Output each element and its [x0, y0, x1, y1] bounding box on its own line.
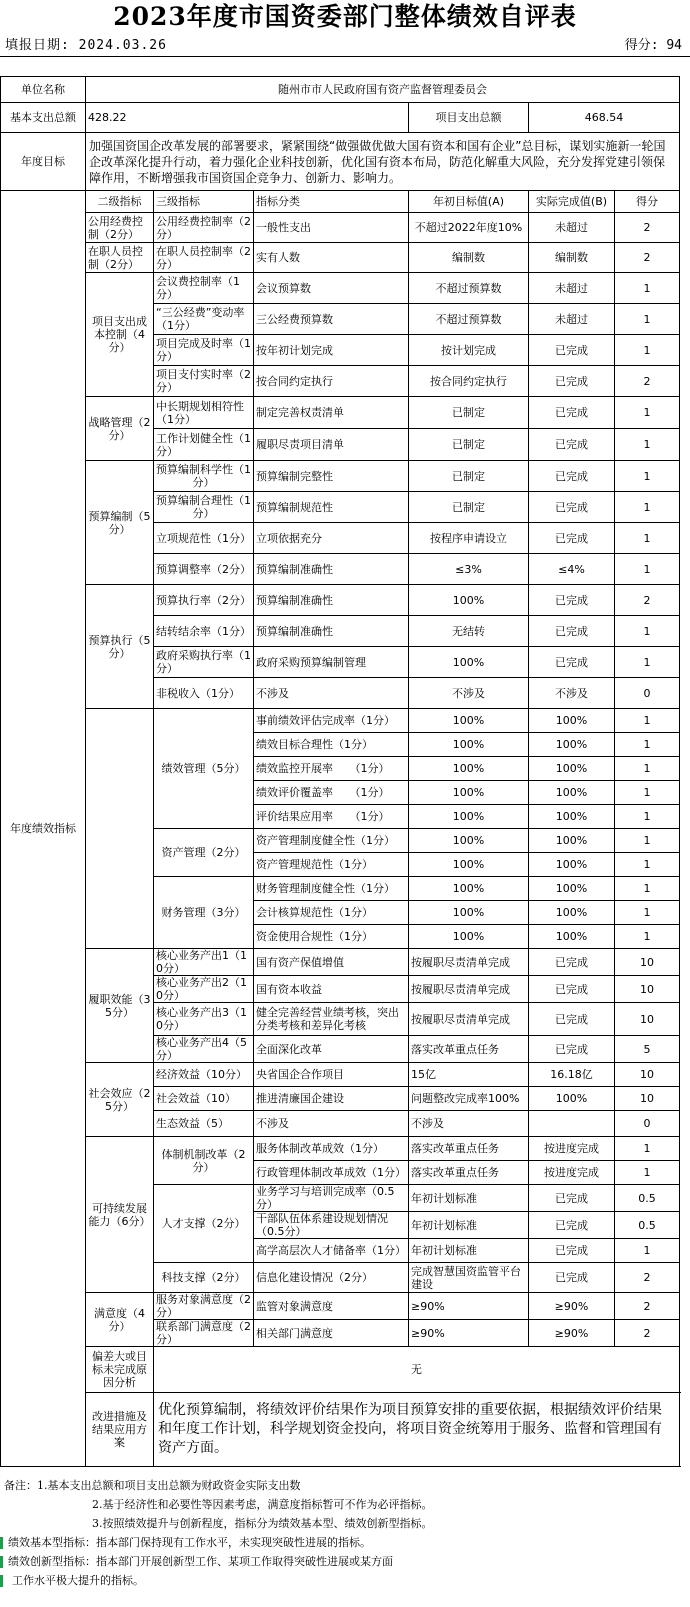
actual-cell: 100%: [529, 925, 615, 949]
unit-label: 单位名称: [1, 77, 86, 103]
l3-cell: 预算调整率（2分）: [154, 554, 254, 585]
actual-cell: 100%: [529, 901, 615, 925]
target-cell: 100%: [409, 853, 529, 877]
accent-edge-mark: [0, 1537, 3, 1549]
group-l3: 体制机制改革（2分）: [154, 1137, 254, 1185]
actual-cell: 已完成: [529, 335, 615, 366]
cat-cell: 相关部门满意度: [254, 1320, 409, 1347]
fill-date: 填报日期: 2024.03.26: [5, 38, 167, 53]
score-cell: 0: [615, 1111, 680, 1137]
note-line: 绩效基本型指标：指本部门保持现有工作水平，未实现突破性进展的指标。: [8, 1536, 371, 1549]
target-cell: 15亿: [409, 1063, 529, 1087]
score-cell: 1: [615, 757, 680, 781]
actual-cell: ≥90%: [529, 1293, 615, 1320]
header-l2: 二级指标: [86, 191, 154, 213]
group-l3: 资产管理（2分）: [154, 829, 254, 877]
group-l2: 战略管理（2分）: [86, 397, 154, 461]
actual-cell: 100%: [529, 829, 615, 853]
cat-cell: 国有资本收益: [254, 976, 409, 1003]
target-cell: 落实改革重点任务: [409, 1036, 529, 1063]
performance-table: [0, 76, 680, 1467]
l3-cell: 预算执行率（2分）: [154, 585, 254, 616]
header-score: 得分: [615, 191, 680, 213]
cat-cell: 监管对象满意度: [254, 1293, 409, 1320]
actual-cell: 未超过: [529, 213, 615, 243]
group-l2: 预算编制（5分）: [86, 461, 154, 585]
actual-cell: 已完成: [529, 585, 615, 616]
actual-cell: 已完成: [529, 949, 615, 976]
cat-cell: 行政管理体制改革成效（1分）: [254, 1161, 409, 1185]
actual-cell: 已完成: [529, 1263, 615, 1293]
note-line: 绩效创新型指标：指本部门开展创新型工作、某项工作取得突破性进展或某方面: [8, 1555, 393, 1568]
actual-cell: 已完成: [529, 1239, 615, 1263]
actual-cell: 已完成: [529, 1212, 615, 1239]
target-cell: 100%: [409, 781, 529, 805]
actual-cell: 未超过: [529, 273, 615, 304]
score-cell: 2: [615, 366, 680, 397]
score-cell: 1: [615, 554, 680, 585]
project-label: 项目支出总额: [409, 103, 529, 133]
deviation-text: 无: [154, 1347, 680, 1393]
l3-cell: 结转结余率（1分）: [154, 616, 254, 647]
indicator-label: 年度绩效指标: [1, 191, 86, 1467]
score-cell: 10: [615, 1087, 680, 1111]
actual-cell: 已完成: [529, 492, 615, 523]
cat-cell: 不涉及: [254, 1111, 409, 1137]
group-l2: 可持续发展能力（6分）: [86, 1137, 154, 1293]
l3-cell: 核心业务产出1（10分）: [154, 949, 254, 976]
target-cell: 落实改革重点任务: [409, 1137, 529, 1161]
target-cell: 完成智慧国资监管平台建设: [409, 1263, 529, 1293]
score-cell: 2: [615, 213, 680, 243]
cat-cell: 业务学习与培训完成率（0.5分）: [254, 1185, 409, 1212]
actual-cell: 100%: [529, 709, 615, 733]
cat-cell: 三公经费预算数: [254, 304, 409, 335]
score-cell: 1: [615, 709, 680, 733]
target-cell: 已制定: [409, 429, 529, 461]
l3-cell: 核心业务产出2（10分）: [154, 976, 254, 1003]
actual-cell: 16.18亿: [529, 1063, 615, 1087]
cat-cell: 事前绩效评估完成率（1分）: [254, 709, 409, 733]
target-cell: 无结转: [409, 616, 529, 647]
group-l2: 满意度（4分）: [86, 1293, 154, 1347]
score-cell: 2: [615, 243, 680, 273]
l3-cell: “三公经费”变动率（1分）: [154, 304, 254, 335]
actual-cell: 100%: [529, 733, 615, 757]
score-cell: 10: [615, 1003, 680, 1036]
improve-label: 改进措施及结果应用方案: [86, 1393, 154, 1467]
cat-cell: 立项依据充分: [254, 523, 409, 554]
target-cell: 按程序申请设立: [409, 523, 529, 554]
page-title: 2023年度市国资委部门整体绩效自评表: [113, 2, 577, 31]
cat-cell: 资产管理制度健全性（1分）: [254, 829, 409, 853]
actual-cell: 按进度完成: [529, 1161, 615, 1185]
group-l2: 履职效能（35分）: [86, 949, 154, 1063]
score-cell: 1: [615, 805, 680, 829]
l3-cell: 核心业务产出3（10分）: [154, 1003, 254, 1036]
cat-cell: 资产管理规范性（1分）: [254, 853, 409, 877]
cat-cell: 评价结果应用率 （1分）: [254, 805, 409, 829]
actual-cell: [529, 1111, 615, 1137]
actual-cell: 已完成: [529, 397, 615, 429]
cat-cell: 服务体制改革成效（1分）: [254, 1137, 409, 1161]
goal-label: 年度目标: [1, 133, 86, 191]
score-cell: 1: [615, 829, 680, 853]
cat-cell: 全面深化改革: [254, 1036, 409, 1063]
score-cell: 1: [615, 647, 680, 678]
unit-name: 随州市市人民政府国有资产监督管理委员会: [86, 77, 680, 103]
actual-cell: 已完成: [529, 1003, 615, 1036]
target-cell: 编制数: [409, 243, 529, 273]
cat-cell: 国有资产保值增值: [254, 949, 409, 976]
actual-cell: 100%: [529, 757, 615, 781]
accent-edge-mark: [0, 1556, 3, 1568]
score-cell: 5: [615, 1036, 680, 1063]
actual-cell: 已完成: [529, 1185, 615, 1212]
score-cell: 2: [615, 585, 680, 616]
cat-cell: 干部队伍体系建设规划情况（0.5分）: [254, 1212, 409, 1239]
score-cell: 1: [615, 461, 680, 492]
cat-cell: 信息化建设情况（2分）: [254, 1263, 409, 1293]
actual-cell: 100%: [529, 877, 615, 901]
score-cell: 1: [615, 781, 680, 805]
score-cell: 1: [615, 429, 680, 461]
score-cell: 1: [615, 733, 680, 757]
score-cell: 10: [615, 1063, 680, 1087]
actual-cell: 编制数: [529, 243, 615, 273]
l3-cell: 核心业务产出4（5分）: [154, 1036, 254, 1063]
target-cell: 按合同约定执行: [409, 366, 529, 397]
cat-cell: 预算编制准确性: [254, 616, 409, 647]
score-cell: 1: [615, 877, 680, 901]
actual-cell: 100%: [529, 805, 615, 829]
target-cell: 100%: [409, 709, 529, 733]
cat-cell: 会议预算数: [254, 273, 409, 304]
target-cell: 不涉及: [409, 1111, 529, 1137]
deviation-label: 偏差大或目标未完成原因分析: [86, 1347, 154, 1393]
cat-cell: 会计核算规范性（1分）: [254, 901, 409, 925]
target-cell: 已制定: [409, 461, 529, 492]
actual-cell: 未超过: [529, 304, 615, 335]
target-cell: 不超过预算数: [409, 273, 529, 304]
score-cell: 1: [615, 335, 680, 366]
actual-cell: ≤4%: [529, 554, 615, 585]
actual-cell: 已完成: [529, 976, 615, 1003]
score-cell: 1: [615, 925, 680, 949]
l3-cell: 工作计划健全性（1分）: [154, 429, 254, 461]
cat-cell: 推进清廉国企建设: [254, 1087, 409, 1111]
target-cell: 100%: [409, 901, 529, 925]
cat-cell: 预算编制准确性: [254, 585, 409, 616]
target-cell: 按履职尽责清单完成: [409, 949, 529, 976]
target-cell: ≤3%: [409, 554, 529, 585]
header-l3: 三级指标: [154, 191, 254, 213]
l3-cell: 生态效益（5）: [154, 1111, 254, 1137]
l3-cell: 在职人员控制率（2分）: [154, 243, 254, 273]
group-l2: 在职人员控制（2分）: [86, 243, 154, 273]
score-cell: 1: [615, 901, 680, 925]
target-cell: ≥90%: [409, 1293, 529, 1320]
score-cell: 1: [615, 1239, 680, 1263]
l3-cell: 中长期规划相符性（1分）: [154, 397, 254, 429]
target-cell: 不超过2022年度10%: [409, 213, 529, 243]
cat-cell: 预算编制规范性: [254, 492, 409, 523]
header-divider: [0, 56, 690, 75]
score-cell: 1: [615, 853, 680, 877]
score-cell: 1: [615, 304, 680, 335]
target-cell: 问题整改完成率100%: [409, 1087, 529, 1111]
target-cell: 按履职尽责清单完成: [409, 976, 529, 1003]
actual-cell: 100%: [529, 853, 615, 877]
target-cell: 年初计划标准: [409, 1185, 529, 1212]
group-l3: 人才支撑（2分）: [154, 1185, 254, 1263]
target-cell: 已制定: [409, 397, 529, 429]
cat-cell: 履职尽责项目清单: [254, 429, 409, 461]
score-cell: 2: [615, 1263, 680, 1293]
cat-cell: 不涉及: [254, 678, 409, 709]
cat-cell: 预算编制完整性: [254, 461, 409, 492]
goal-text: 加强国资国企改革发展的部署要求，紧紧围绕“做强做优做大国有资本和国有企业”总目标，谋划实施新一轮国企改革深化提升行动，着力强化企业科技创新，优化国有资本布局，防范化解重大风险，充分发挥党建引领保障作用，不断增强我市国资国企竞争力、创新力、影响力。: [86, 133, 680, 191]
note-line: 3.按照绩效提升与创新程度，指标分为绩效基本型、绩效创新型指标。: [92, 1517, 433, 1530]
actual-cell: 已完成: [529, 461, 615, 492]
header-cat: 指标分类: [254, 191, 409, 213]
l3-cell: 预算编制合理性（1分）: [154, 492, 254, 523]
target-cell: 落实改革重点任务: [409, 1161, 529, 1185]
score-cell: 2: [615, 1293, 680, 1320]
target-cell: 按履职尽责清单完成: [409, 1003, 529, 1036]
l3-cell: 公用经费控制率（2分）: [154, 213, 254, 243]
group-l2-blank: [86, 709, 154, 949]
l3-cell: 政府采购执行率（1分）: [154, 647, 254, 678]
cat-cell: 绩效评价覆盖率 （1分）: [254, 781, 409, 805]
score-cell: 1: [615, 616, 680, 647]
actual-cell: 已完成: [529, 366, 615, 397]
actual-cell: 已完成: [529, 1036, 615, 1063]
header-actual: 实际完成值(B): [529, 191, 615, 213]
score-cell: 0: [615, 678, 680, 709]
cat-cell: 预算编制准确性: [254, 554, 409, 585]
actual-cell: 不涉及: [529, 678, 615, 709]
l3-cell: 社会效益（10）: [154, 1087, 254, 1111]
group-l3: 科技支撑（2分）: [154, 1263, 254, 1293]
score-cell: 1: [615, 523, 680, 554]
actual-cell: 已完成: [529, 616, 615, 647]
target-cell: 不超过预算数: [409, 304, 529, 335]
cat-cell: 制定完善权责清单: [254, 397, 409, 429]
target-cell: 100%: [409, 829, 529, 853]
target-cell: ≥90%: [409, 1320, 529, 1347]
improve-text: 优化预算编制，将绩效评价结果作为项目预算安排的重要依据，根据绩效评价结果和年度工作计划，科学规划资金投向，将项目资金统筹用于服务、监督和管理国有资产方面。: [154, 1393, 680, 1467]
score-cell: 0.5: [615, 1212, 680, 1239]
target-cell: 不涉及: [409, 678, 529, 709]
score-cell: 10: [615, 949, 680, 976]
cat-cell: 一般性支出: [254, 213, 409, 243]
actual-cell: 已完成: [529, 523, 615, 554]
target-cell: 100%: [409, 585, 529, 616]
target-cell: 100%: [409, 647, 529, 678]
target-cell: 100%: [409, 733, 529, 757]
l3-cell: 经济效益（10分）: [154, 1063, 254, 1087]
cat-cell: 政府采购预算编制管理: [254, 647, 409, 678]
target-cell: 100%: [409, 805, 529, 829]
cat-cell: 财务管理制度健全性（1分）: [254, 877, 409, 901]
basic-value: 428.22: [86, 103, 409, 133]
l3-cell: 立项规范性（1分）: [154, 523, 254, 554]
score-cell: 1: [615, 273, 680, 304]
score-cell: 1: [615, 1161, 680, 1185]
l3-cell: 联系部门满意度（2分）: [154, 1320, 254, 1347]
target-cell: 100%: [409, 877, 529, 901]
group-l2: 项目支出成本控制（4分）: [86, 273, 154, 397]
target-cell: 已制定: [409, 492, 529, 523]
actual-cell: 按进度完成: [529, 1137, 615, 1161]
actual-cell: 已完成: [529, 429, 615, 461]
cat-cell: 健全完善经营业绩考核，突出分类考核和差异化考核: [254, 1003, 409, 1036]
group-l3: 绩效管理（5分）: [154, 709, 254, 829]
note-line: 备注：1.基本支出总额和项目支出总额为财政资金实际支出数: [4, 1479, 301, 1492]
l3-cell: 预算编制科学性（1分）: [154, 461, 254, 492]
basic-label: 基本支出总额: [1, 103, 86, 133]
target-cell: 100%: [409, 925, 529, 949]
group-l2: 预算执行（5分）: [86, 585, 154, 709]
cat-cell: 央省国企合作项目: [254, 1063, 409, 1087]
l3-cell: 非税收入（1分）: [154, 678, 254, 709]
actual-cell: ≥90%: [529, 1320, 615, 1347]
cat-cell: 资金使用合规性（1分）: [254, 925, 409, 949]
total-score: 得分: 94: [624, 38, 682, 53]
target-cell: 年初计划标准: [409, 1212, 529, 1239]
score-cell: 1: [615, 492, 680, 523]
actual-cell: 100%: [529, 1087, 615, 1111]
group-l2: 公用经费控制（2分）: [86, 213, 154, 243]
score-cell: 1: [615, 397, 680, 429]
l3-cell: 服务对象满意度（2分）: [154, 1293, 254, 1320]
l3-cell: 项目完成及时率（1分）: [154, 335, 254, 366]
group-l3: 财务管理（3分）: [154, 877, 254, 949]
cat-cell: 高学高层次人才储备率（1分）: [254, 1239, 409, 1263]
l3-cell: 项目支付实时率（2分）: [154, 366, 254, 397]
header-target: 年初目标值(A): [409, 191, 529, 213]
accent-edge-mark: [0, 1575, 3, 1587]
note-line: 工作水平极大提升的指标。: [12, 1574, 144, 1587]
l3-cell: 会议费控制率（1分）: [154, 273, 254, 304]
cat-cell: 按合同约定执行: [254, 366, 409, 397]
cat-cell: 按年初计划完成: [254, 335, 409, 366]
score-cell: 1: [615, 1137, 680, 1161]
project-value: 468.54: [529, 103, 680, 133]
note-line: 2.基于经济性和必要性等因素考虑，满意度指标暂可不作为必评指标。: [92, 1498, 433, 1511]
cat-cell: 绩效目标合理性（1分）: [254, 733, 409, 757]
score-cell: 0.5: [615, 1185, 680, 1212]
score-cell: 2: [615, 1320, 680, 1347]
cat-cell: 实有人数: [254, 243, 409, 273]
actual-cell: 100%: [529, 781, 615, 805]
fill-info-line: [0, 36, 690, 56]
cat-cell: 绩效监控开展率 （1分）: [254, 757, 409, 781]
target-cell: 按计划完成: [409, 335, 529, 366]
target-cell: 年初计划标准: [409, 1239, 529, 1263]
actual-cell: 已完成: [529, 647, 615, 678]
score-cell: 10: [615, 976, 680, 1003]
target-cell: 100%: [409, 757, 529, 781]
group-l2: 社会效应（25分）: [86, 1063, 154, 1137]
